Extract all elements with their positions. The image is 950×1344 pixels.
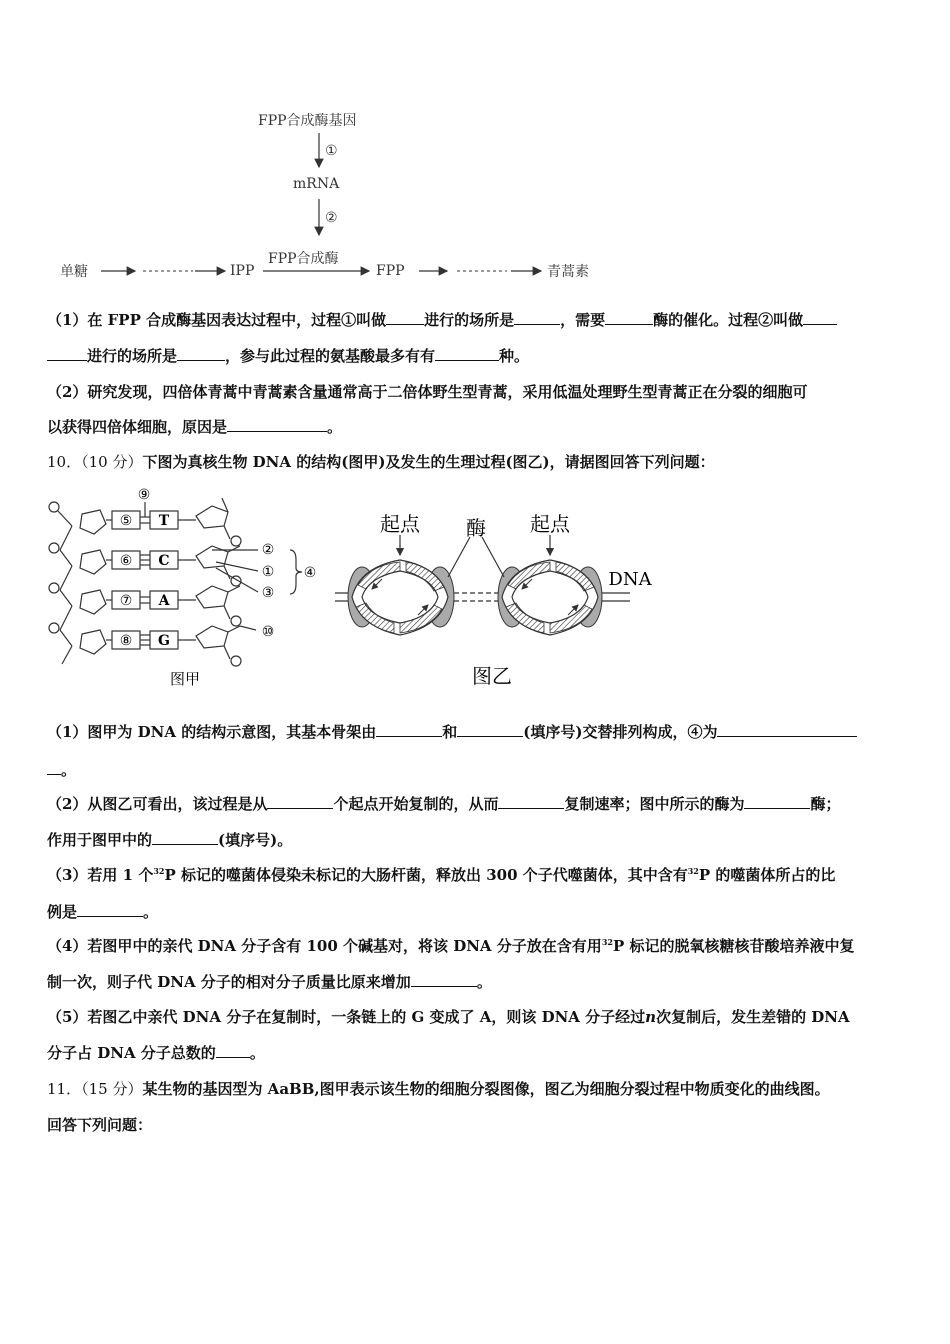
q10-part1-line2: 。 [47,760,907,780]
origin-left: 起点 [380,512,420,536]
label-2: ② [261,542,275,558]
q10-part4-line1: （4）若图甲中的亲代 DNA 分子含有 100 个碱基对，将该 DNA 分子放在含有用$^{32}$P 标记的脱氧核糖核苷酸培养液中复 [47,937,855,955]
label-9: ⑨ [137,487,151,503]
figure-jia [40,484,340,694]
flow-ipp: IPP [230,263,255,279]
flow-enzyme: FPP合成酶 [268,251,339,267]
blank[interactable] [435,346,499,361]
blank[interactable] [77,902,143,917]
base-a: A [158,593,170,609]
blank[interactable] [411,972,477,987]
label-4: ④ [303,565,317,581]
blank[interactable] [267,794,333,809]
q10-part3-line1: （3）若用 1 个$^{32}$P 标记的噬菌体侵染未标记的大肠杆菌，释放出 300 个子代噬菌体，其中含有$^{32}$P 的噬菌体所占的比 [47,866,836,884]
blank[interactable] [605,310,653,325]
dna-structure-diagram [40,484,340,694]
q10-part5-line1: （5）若图乙中亲代 DNA 分子在复制时，一条链上的 G 变成了 A，则该 DNA 分子经过n次复制后，发生差错的 DNA [47,1008,850,1026]
label-1: ① [261,564,275,580]
base-c: C [158,553,170,569]
blank[interactable] [216,1043,250,1058]
dna-label: DNA [608,569,652,590]
blank[interactable] [376,722,442,737]
flow-product: 青蒿素 [547,264,589,280]
dna-replication-diagram [330,505,670,695]
q9-part2-line2: 以获得四倍体细胞，原因是 。 [47,418,343,436]
base-g: G [158,633,170,649]
blank[interactable] [386,310,424,325]
flow-fpp: FPP [376,263,405,279]
q11-stem-line2: 回答下列问题： [47,1116,153,1134]
q10-stem: 10．（10 分）下图为真核生物 DNA 的结构(图甲)及发生的生理过程(图乙)，请据图回答下列问题： [47,453,715,471]
enzyme-label: 酶 [466,516,486,540]
blank[interactable] [514,310,560,325]
blank[interactable] [47,760,61,775]
label-3: ③ [261,585,275,601]
q10-part3-line2: 例是 。 [47,903,159,921]
q10-part5-line2: 分子占 DNA 分子总数的 。 [47,1044,265,1062]
q9-part1-line1: （1）在 FPP 合成酶基因表达过程中，过程①叫做 进行的场所是 ，需要 酶的催化。过程②叫做 [47,310,907,330]
q10-part2-line1: （2）从图乙可看出，该过程是从 个起点开始复制的，从而 复制速率；图中所示的酶为 酶； [47,795,841,813]
q10-part4-line2: 制一次，则子代 DNA 分子的相对分子质量比原来增加 。 [47,973,492,991]
caption-yi: 图乙 [472,664,512,688]
flow-mrna: mRNA [293,176,340,192]
q10-part1-line1: （1）图甲为 DNA 的结构示意图，其基本骨架由 和 (填序号)交替排列构成，④为 [47,722,907,742]
blank[interactable] [457,722,523,737]
blank[interactable] [177,346,225,361]
label-8: ⑧ [119,633,133,649]
caption-jia: 图甲 [169,670,201,688]
origin-right: 起点 [530,512,570,536]
flow-diagram [55,105,615,285]
label-7: ⑦ [119,593,133,609]
label-5: ⑤ [119,513,133,529]
blank[interactable] [152,830,218,845]
blank[interactable] [498,794,564,809]
label-10: ⑩ [261,624,275,640]
q9-part2-line1: （2）研究发现，四倍体青蒿中青蒿素含量通常高于二倍体野生型青蒿，采用低温处理野生型青蒿正在分裂的细胞可 [47,383,808,401]
blank[interactable] [803,310,837,325]
flow-gene: FPP合成酶基因 [258,113,357,129]
flow-monosaccharide: 单糖 [60,264,88,280]
blank[interactable] [227,417,327,432]
blank[interactable] [47,346,87,361]
flow-step-2: ② [325,210,338,226]
flow-step-1: ① [325,143,338,159]
q11-stem: 11．（15 分）某生物的基因型为 AaBB,图甲表示该生物的细胞分裂图像，图乙为细胞分裂过程中物质变化的曲线图。 [47,1080,830,1098]
label-6: ⑥ [119,553,133,569]
figure-yi [330,505,670,695]
q9-part1-line2: 进行的场所是 ，参与此过程的氨基酸最多有有 种。 [47,346,907,366]
base-t: T [158,513,170,529]
blank[interactable] [717,722,857,737]
q10-part2-line2: 作用于图甲中的 (填序号)。 [47,831,293,849]
blank[interactable] [744,794,810,809]
